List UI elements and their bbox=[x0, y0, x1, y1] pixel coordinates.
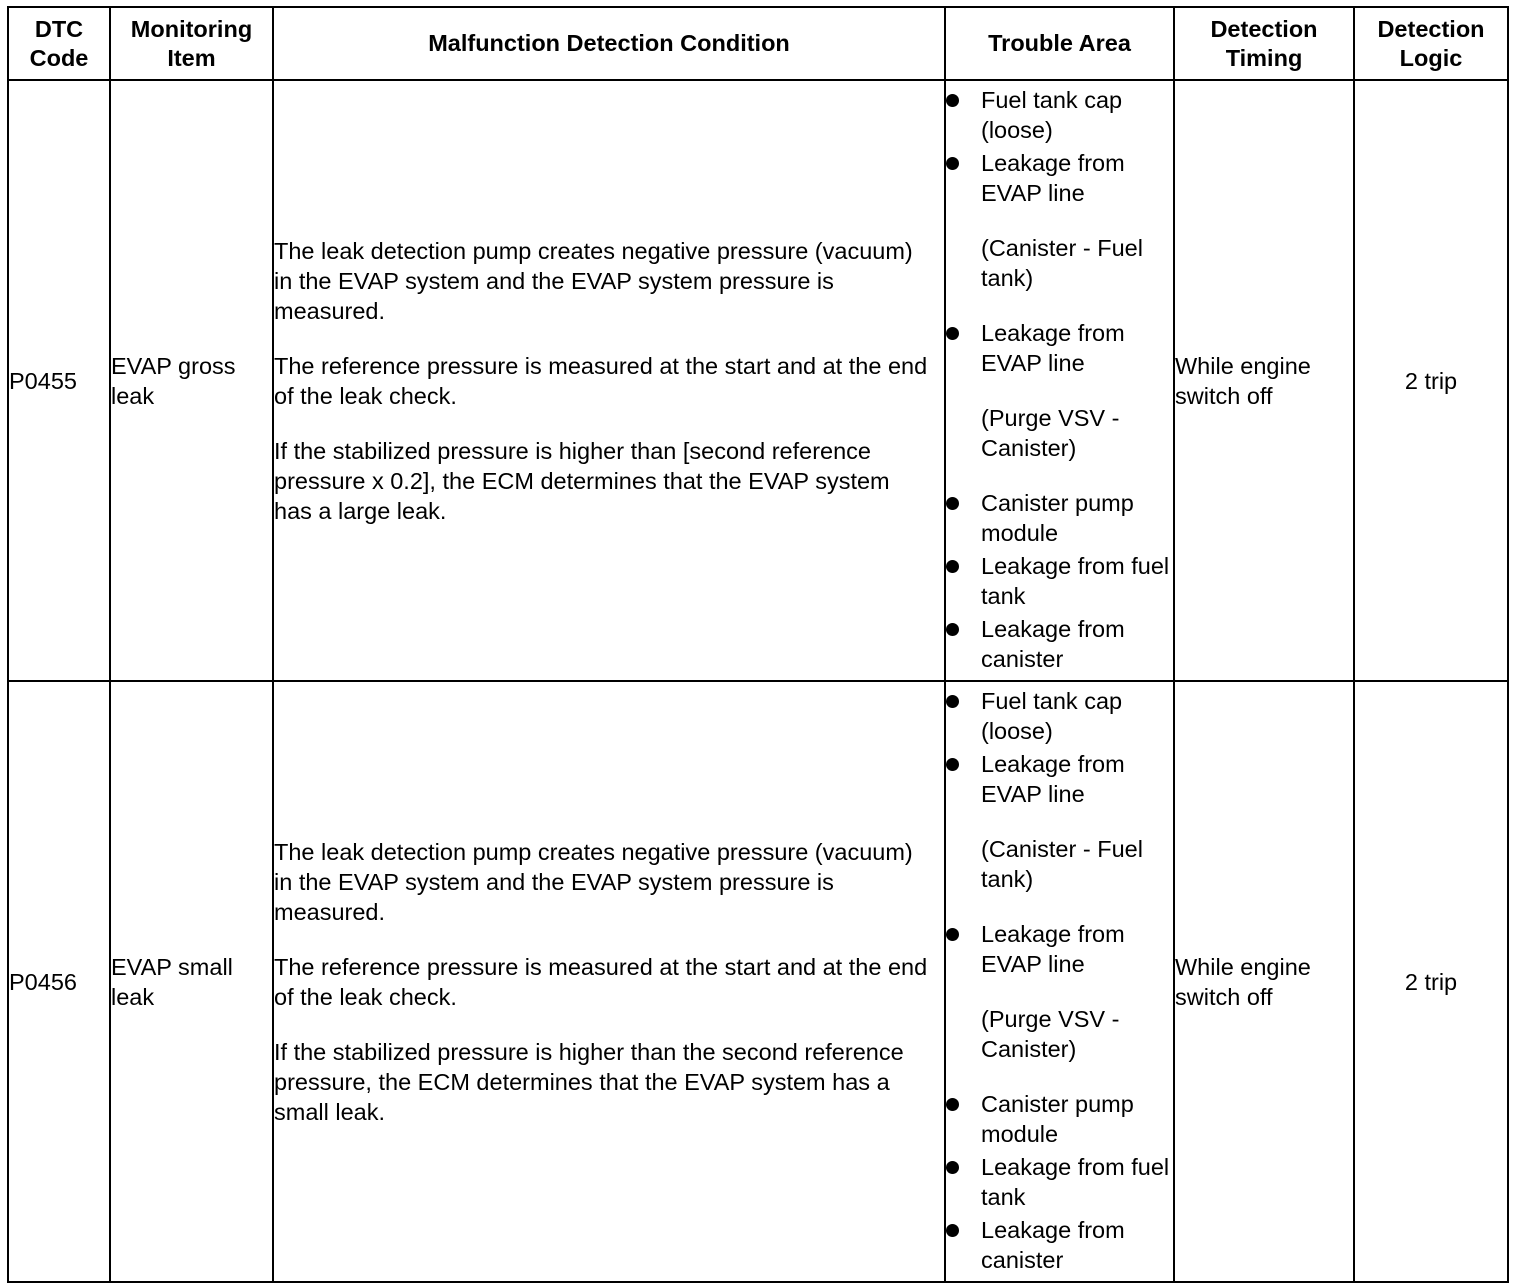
table-row bbox=[8, 80, 1508, 681]
header-dtc-code: DTC Code bbox=[8, 7, 110, 80]
list-item-note: (Canister - Fuel tank) bbox=[981, 234, 1143, 291]
bullet-icon bbox=[946, 497, 959, 510]
bullet-icon bbox=[946, 1224, 959, 1237]
list-item: Canister pump module bbox=[946, 488, 1173, 548]
monitoring-item-cell: EVAP small leak bbox=[110, 681, 273, 1282]
list-item: Leakage from EVAP line bbox=[946, 749, 1173, 809]
condition-paragraph: The leak detection pump creates negative pressure (vacuum) in the EVAP system and the EVAP system pressure is measured. bbox=[274, 237, 913, 324]
list-item: Leakage from canister bbox=[946, 1215, 1173, 1275]
header-detection-timing: Detection Timing bbox=[1174, 7, 1354, 80]
list-item: Fuel tank cap (loose) bbox=[946, 686, 1173, 746]
list-item: Fuel tank cap (loose) bbox=[946, 85, 1173, 145]
trouble-area-cell bbox=[945, 681, 1174, 1282]
header-monitoring-item: Monitoring Item bbox=[110, 7, 273, 80]
list-item: Leakage from EVAP line bbox=[946, 919, 1173, 979]
bullet-icon bbox=[946, 928, 959, 941]
condition-paragraph: The leak detection pump creates negative pressure (vacuum) in the EVAP system and the EVAP system pressure is measured. bbox=[274, 838, 913, 925]
dtc-code-cell: P0455 bbox=[8, 80, 110, 681]
bullet-icon bbox=[946, 1161, 959, 1174]
detection-logic-cell: 2 trip bbox=[1354, 681, 1508, 1282]
detection-timing-cell: While engine switch off bbox=[1174, 681, 1354, 1282]
monitoring-item-cell: EVAP gross leak bbox=[110, 80, 273, 681]
bullet-icon bbox=[946, 327, 959, 340]
bullet-icon bbox=[946, 560, 959, 573]
header-condition: Malfunction Detection Condition bbox=[273, 7, 945, 80]
condition-paragraph: If the stabilized pressure is higher than [second reference pressure x 0.2], the ECM determines that the EVAP system has a large leak. bbox=[274, 437, 890, 524]
header-row bbox=[8, 7, 1508, 80]
header-trouble-area: Trouble Area bbox=[945, 7, 1174, 80]
list-item: Leakage from EVAP line bbox=[946, 148, 1173, 208]
list-item: Leakage from EVAP line bbox=[946, 318, 1173, 378]
condition-paragraph: If the stabilized pressure is higher than the second reference pressure, the ECM determines that the EVAP system has a small leak. bbox=[274, 1038, 904, 1125]
bullet-icon bbox=[946, 157, 959, 170]
dtc-code-cell: P0456 bbox=[8, 681, 110, 1282]
list-item-note: (Purge VSV - Canister) bbox=[981, 1005, 1120, 1062]
trouble-area-list bbox=[946, 686, 1173, 1275]
trouble-area-cell bbox=[945, 80, 1174, 681]
bullet-icon bbox=[946, 1098, 959, 1111]
list-item-note: (Canister - Fuel tank) bbox=[981, 835, 1143, 892]
detection-logic-cell: 2 trip bbox=[1354, 80, 1508, 681]
condition-cell bbox=[273, 681, 945, 1282]
condition-cell bbox=[273, 80, 945, 681]
trouble-area-list bbox=[946, 85, 1173, 674]
list-item: Leakage from canister bbox=[946, 614, 1173, 674]
condition-paragraph: The reference pressure is measured at the start and at the end of the leak check. bbox=[274, 953, 928, 1010]
bullet-icon bbox=[946, 758, 959, 771]
dtc-table bbox=[7, 6, 1509, 1283]
bullet-icon bbox=[946, 695, 959, 708]
header-detection-logic: Detection Logic bbox=[1354, 7, 1508, 80]
bullet-icon bbox=[946, 623, 959, 636]
condition-paragraph: The reference pressure is measured at the start and at the end of the leak check. bbox=[274, 352, 928, 409]
bullet-icon bbox=[946, 94, 959, 107]
list-item: Canister pump module bbox=[946, 1089, 1173, 1149]
list-item: Leakage from fuel tank bbox=[946, 1152, 1173, 1212]
list-item-note: (Purge VSV - Canister) bbox=[981, 404, 1120, 461]
list-item: Leakage from fuel tank bbox=[946, 551, 1173, 611]
table-row bbox=[8, 681, 1508, 1282]
detection-timing-cell: While engine switch off bbox=[1174, 80, 1354, 681]
